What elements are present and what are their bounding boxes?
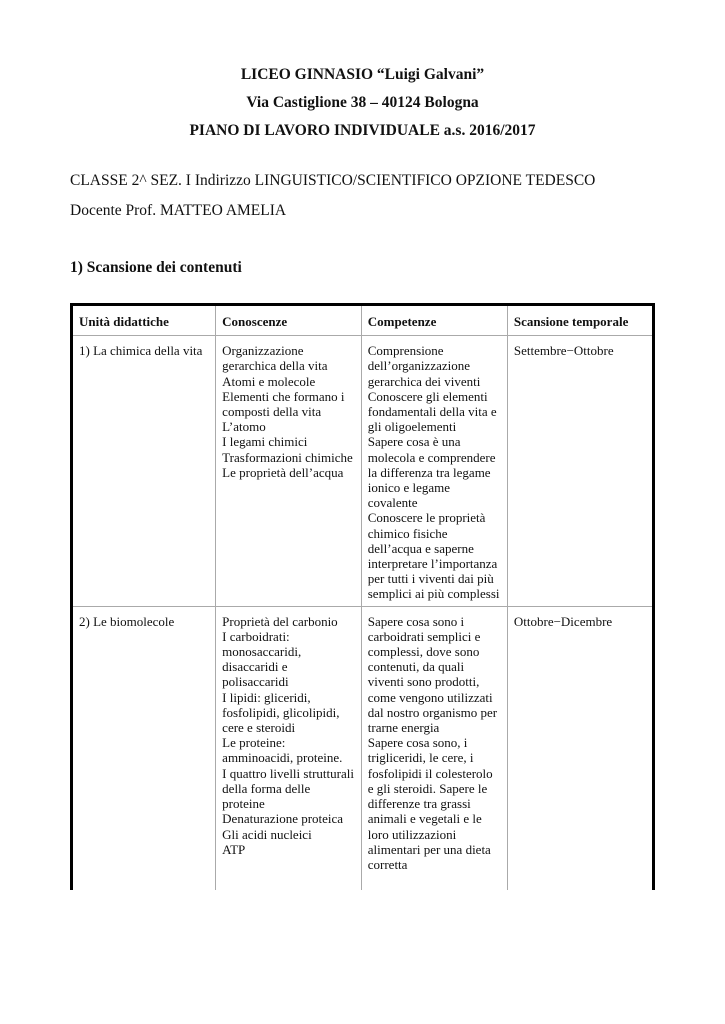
cell-line: semplici ai più complessi	[367, 586, 500, 602]
cell-line: differenze tra grassi	[367, 796, 471, 812]
cell-line: viventi sono prodotti,	[367, 674, 480, 690]
cell-line: disaccaridi e	[222, 659, 288, 675]
table-row	[72, 336, 654, 606]
cell-line: L’atomo	[222, 419, 266, 435]
cell-line: carboidrati semplici e	[367, 628, 481, 644]
cell-line: Sapere cosa sono i	[367, 613, 465, 629]
document-header	[0, 66, 725, 150]
cell-line: gli oligoelementi	[367, 419, 457, 435]
class-line: CLASSE 2^ SEZ. I Indirizzo LINGUISTICO/SCIENTIFICO OPZIONE TEDESCO	[70, 172, 596, 189]
header-knowledge: Conoscenze	[216, 305, 362, 336]
cell-line: Le proteine:	[222, 735, 286, 751]
header-units: Unità didattiche	[72, 305, 216, 336]
cell-line: dell’acqua e saperne	[367, 540, 474, 556]
unit-cell: 1) La chimica della vita	[72, 336, 216, 606]
cell-line: come vengono utilizzati	[367, 689, 493, 705]
cell-line: contenuti, da quali	[367, 659, 465, 675]
plan-title: PIANO DI LAVORO INDIVIDUALE a.s. 2016/2017	[189, 122, 536, 139]
cell-line: della forma delle	[222, 780, 311, 796]
teacher-line: Docente Prof. MATTEO AMELIA	[70, 202, 287, 219]
timing-cell: Settembre−Ottobre	[507, 336, 653, 606]
cell-line: Denaturazione proteica	[222, 811, 344, 827]
cell-line: corretta	[367, 856, 408, 872]
cell-line: la differenza tra legame	[367, 464, 491, 480]
cell-line: Proprietà del carbonio	[222, 613, 338, 629]
cell-line: fosfolipidi, glicolipidi,	[222, 704, 340, 720]
cell-line: molecola e comprendere	[367, 449, 496, 465]
cell-line: complessi, dove sono	[367, 644, 480, 660]
cell-line: Conoscere gli elementi	[367, 388, 488, 404]
section-title: 1) Scansione dei contenuti	[70, 259, 242, 276]
header-competences: Competenze	[361, 305, 507, 336]
cell-line: Sapere cosa è una	[367, 434, 461, 450]
cell-line: cere e steroidi	[222, 720, 296, 736]
cell-line: loro utilizzazioni	[367, 826, 457, 842]
cell-line: trigliceridi, le cere, i	[367, 750, 474, 766]
cell-line: Atomi e molecole	[222, 373, 316, 389]
cell-line: proteine	[222, 796, 265, 812]
cell-line: I lipidi: gliceridi,	[222, 689, 311, 705]
cell-line: per tutti i viventi dai più	[367, 571, 494, 587]
cell-line: ATP	[222, 841, 246, 857]
cell-line: chimico fisiche	[367, 525, 448, 541]
cell-line: fosfolipidi il colesterolo	[367, 765, 493, 781]
cell-line: gerarchica dei viventi	[367, 373, 481, 389]
cell-line: composti della vita	[222, 404, 322, 420]
cell-line: Conoscere le proprietà	[367, 510, 486, 526]
cell-line: I legami chimici	[222, 434, 308, 450]
cell-line: trarne energia	[367, 720, 440, 736]
unit-cell: 2) Le biomolecole	[72, 606, 216, 890]
cell-line: polisaccaridi	[222, 674, 289, 690]
cell-line: Sapere cosa sono, i	[367, 735, 468, 751]
competences-cell	[361, 336, 507, 606]
knowledge-cell	[216, 606, 362, 890]
cell-line: dal nostro organismo per	[367, 704, 498, 720]
cell-line: covalente	[367, 495, 418, 511]
cell-line: Trasformazioni chimiche	[222, 449, 353, 465]
cell-line: ionico e legame	[367, 480, 451, 496]
cell-line: Organizzazione	[222, 343, 304, 359]
cell-line: animali e vegetali e le	[367, 811, 482, 827]
table-row	[72, 606, 654, 890]
competences-cell	[361, 606, 507, 890]
cell-line: interpretare l’importanza	[367, 556, 498, 572]
cell-line: alimentari per una dieta	[367, 841, 491, 857]
cell-line: fondamentali della vita e	[367, 404, 497, 420]
content-schedule-table	[70, 303, 655, 890]
table-header-row	[72, 305, 654, 336]
cell-line: I carboidrati:	[222, 628, 290, 644]
timing-cell: Ottobre−Dicembre	[507, 606, 653, 890]
cell-line: e gli steroidi. Sapere le	[367, 780, 488, 796]
cell-line: Comprensione	[367, 343, 444, 359]
cell-line: Le proprietà dell’acqua	[222, 464, 344, 480]
header-timing: Scansione temporale	[507, 305, 653, 336]
cell-line: gerarchica della vita	[222, 358, 328, 374]
cell-line: dell’organizzazione	[367, 358, 471, 374]
school-name: LICEO GINNASIO “Luigi Galvani”	[240, 66, 485, 83]
cell-line: amminoacidi, proteine.	[222, 750, 343, 766]
cell-line: Gli acidi nucleici	[222, 826, 312, 842]
cell-line: Elementi che formano i	[222, 388, 345, 404]
knowledge-cell	[216, 336, 362, 606]
school-address: Via Castiglione 38 – 40124 Bologna	[246, 94, 479, 111]
cell-line: I quattro livelli strutturali	[222, 765, 354, 781]
table-body	[72, 336, 654, 890]
cell-line: monosaccaridi,	[222, 644, 302, 660]
